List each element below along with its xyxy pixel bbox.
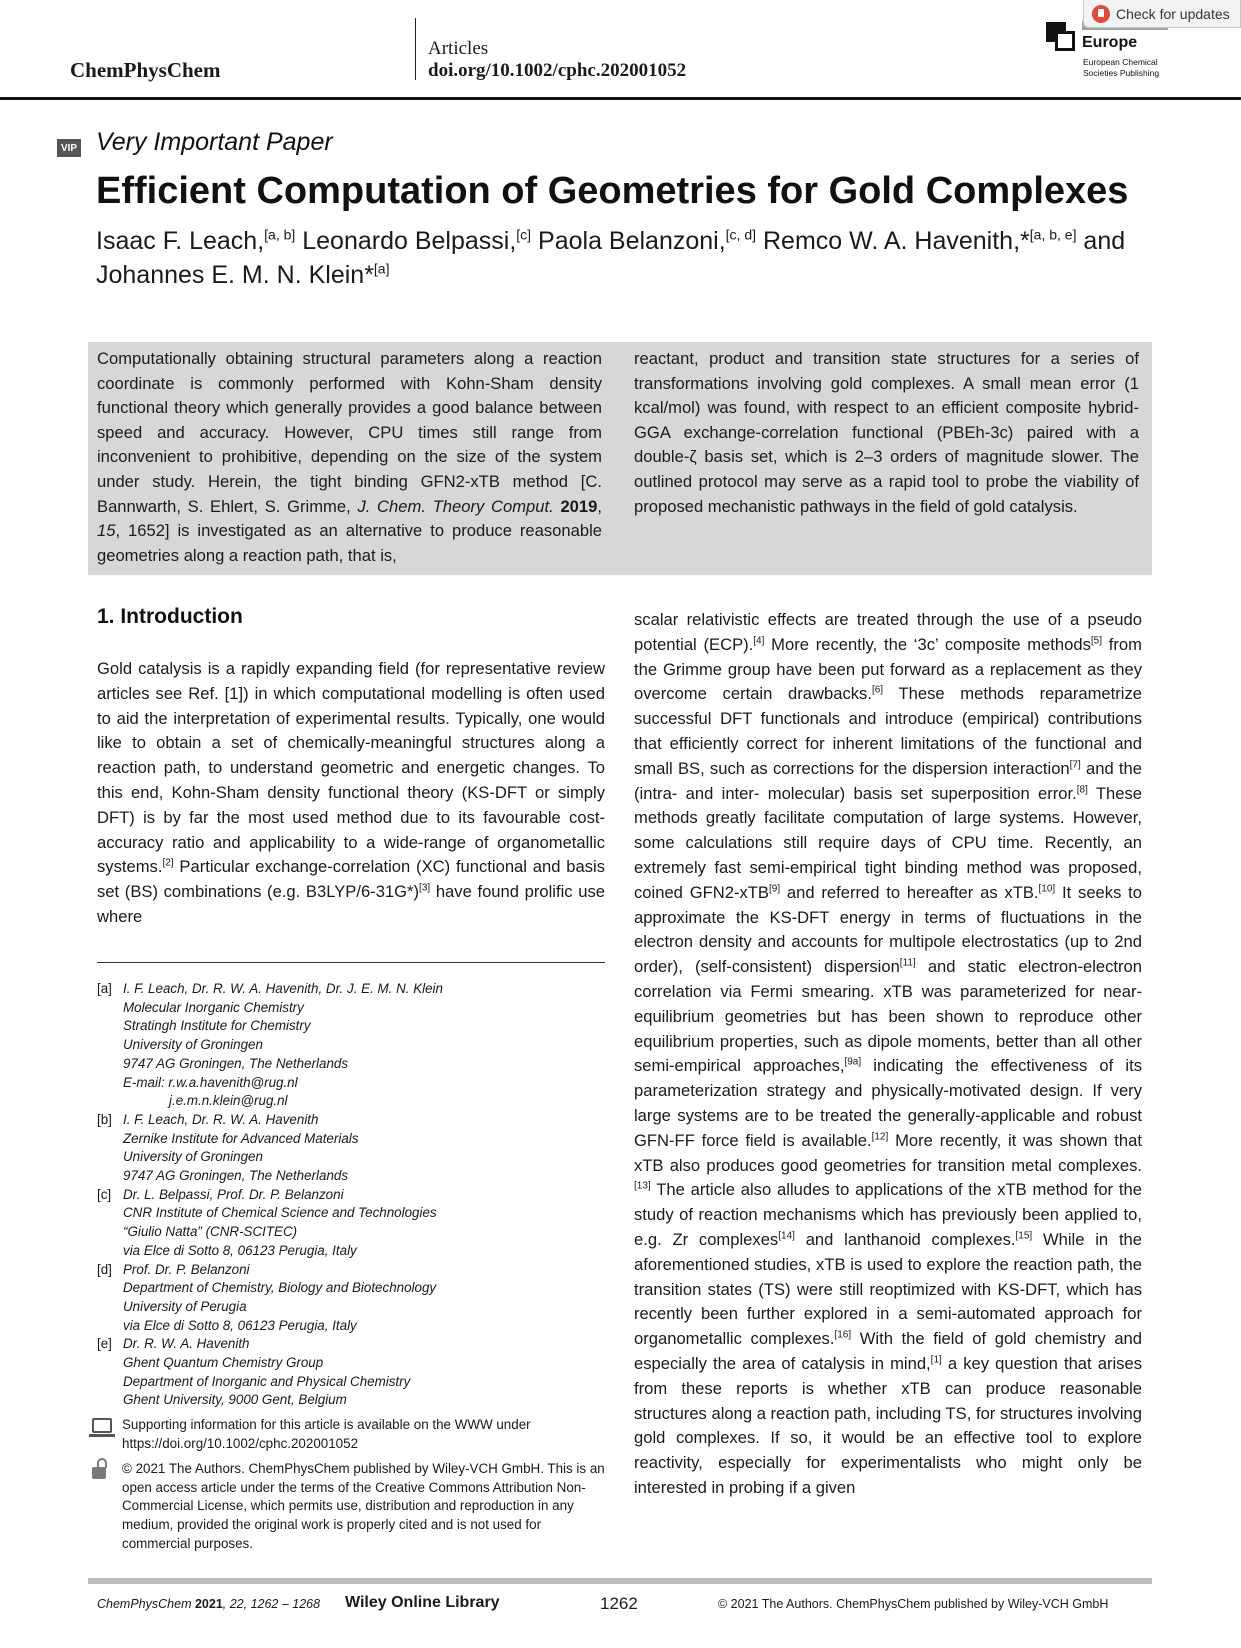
paragraph-text: scalar relativistic effects are treated through the use of a pseudo potential (ECP).	[634, 610, 1142, 654]
author-name: Remco W. A. Havenith,*	[762, 227, 1030, 255]
paragraph-text: and referred to hereafter as xTB.	[780, 882, 1039, 902]
affiliation-email[interactable]: j.e.m.n.klein@rug.nl	[169, 1093, 288, 1109]
affiliation-line: I. F. Leach, Dr. R. W. A. Havenith, Dr. J. E. M. N. Klein	[123, 981, 443, 996]
affiliation-line: via Elce di Sotto 8, 06123 Perugia, Italy	[123, 1242, 357, 1258]
paragraph-text: Particular exchange-correlation (XC) functional and basis set (BS) combinations (e.g. B3LYP/6-31G*)	[97, 857, 605, 902]
check-for-updates-button[interactable]	[1083, 0, 1241, 28]
author-and: and	[1083, 227, 1126, 255]
affiliation-line: Ghent University, 9000 Gent, Belgium	[123, 1392, 347, 1408]
check-for-updates-label: Check for updates	[1116, 5, 1230, 22]
paragraph-text: Gold catalysis is a rapidly expanding field (for representative review articles see Ref. [1]) in which computational modelling is often used to aid the interpretation of experimental results. Typically, one would like to obtain a set of chemically-meaningful structures along a reaction path, to understand geometric and energetic changes. To this end, Kohn-Sham density functional theory (KS-DFT or simply DFT) is by far the most used method due to its favourable cost-accuracy ratio and applicability to a wide-range of organometallic systems.	[97, 659, 605, 877]
supporting-info-text: Supporting information for this article is available on the WWW under https://doi.org/10.1002/cphc.202001052	[122, 1417, 531, 1451]
paragraph-text: and the (intra- and inter- molecular) basis set superposition error.	[634, 758, 1142, 803]
citation-ref[interactable]: [3]	[419, 882, 431, 894]
paragraph-text: a key question that arises from these reports is whether xTB can produce reasonable structures along a reaction path, including TS, for structures involving gold complexes. If so, it would be an effective tool to explore reactivity, especially for experimentalists who might only be interested in probing if a given	[634, 1353, 1142, 1497]
citation-ref[interactable]: [5]	[1090, 635, 1103, 647]
citation-ref[interactable]: [7]	[1069, 759, 1081, 771]
affiliation-list	[97, 980, 617, 1410]
affiliation-tag: [c]	[97, 1186, 112, 1202]
paragraph-text: It seeks to approximate the KS-DFT energy in terms of fluctuations in the electron density and accounts for multipole electrostatics (up to 2nd order), (self-consistent) dispersion	[634, 882, 1142, 977]
author-affiliation: [c, d]	[725, 226, 757, 243]
paragraph-text: indicating the effectiveness of its parameterization strategy and physically-motivated design. If very large systems are to be treated the generally-applicable and robust GFN-FF force field is available.	[634, 1056, 1142, 1150]
section-heading: 1. Introduction	[97, 605, 243, 628]
citation-ref[interactable]: [11]	[899, 957, 916, 969]
paragraph-text: and lanthanoid complexes.	[794, 1229, 1016, 1249]
paragraph-text: With the field of gold chemistry and especially the area of catalysis in mind,	[634, 1329, 1142, 1373]
paper-category: Very Important Paper	[96, 128, 333, 156]
affiliation-tag: [a]	[97, 981, 112, 996]
author-name: Isaac F. Leach,	[96, 227, 265, 255]
abstract-volume: 15	[97, 521, 116, 541]
citation-ref[interactable]: [9a]	[844, 1056, 862, 1068]
footer-citation	[97, 1597, 320, 1611]
intro-left-paragraph	[97, 657, 605, 930]
affiliation-line: 9747 AG Groningen, The Netherlands	[123, 1168, 349, 1184]
affiliation-line: University of Perugia	[123, 1298, 247, 1314]
citation-ref[interactable]: [1]	[930, 1354, 942, 1366]
abstract-year: 2019	[560, 496, 598, 516]
intro-right-paragraph	[634, 608, 1142, 1501]
author-list	[96, 224, 1236, 292]
open-access-lock-icon	[92, 1462, 108, 1478]
affiliation-tag: [d]	[97, 1261, 112, 1277]
affiliation-line: Dr. L. Belpassi, Prof. Dr. P. Belanzoni	[123, 1186, 344, 1202]
logo-sub-line-2: Societies Publishing	[1083, 68, 1160, 78]
header-rule	[0, 97, 1241, 100]
affiliation-line: “Giulio Natta” (CNR-SCITEC)	[123, 1224, 298, 1240]
author-name: Paola Belanzoni,	[538, 227, 726, 255]
author-affiliation: [a, b]	[264, 226, 296, 243]
affiliation-line: Prof. Dr. P. Belanzoni	[123, 1261, 250, 1277]
paper-title: Efficient Computation of Geometries for Gold Complexes	[96, 170, 1129, 212]
author-name: Leonardo Belpassi,	[302, 227, 517, 255]
citation-ref[interactable]: [6]	[871, 684, 884, 696]
author-affiliation: [a, b, e]	[1029, 226, 1077, 243]
affiliation-line: I. F. Leach, Dr. R. W. A. Havenith	[123, 1111, 319, 1127]
citation-ref[interactable]: [9]	[768, 883, 781, 895]
author-affiliation: [c]	[516, 226, 532, 243]
citation-ref[interactable]: [12]	[871, 1131, 889, 1143]
paragraph-text: and static electron-electron correlation via Fermi smearing. xTB was parameterized for near-equilibrium geometries but has been shown to reproduce other equilibrium properties, such as dipole moments, better than all other semi-empirical approaches,	[634, 957, 1142, 1076]
computer-icon	[92, 1418, 112, 1433]
affiliation-tag: [e]	[97, 1336, 112, 1352]
chemistry-europe-logo	[1046, 22, 1078, 52]
citation-ref[interactable]: [10]	[1038, 883, 1056, 895]
affiliation-line: University of Groningen	[123, 1149, 263, 1165]
abstract-text: Computationally obtaining structural parameters along a reaction coordinate is commonly performed with Kohn-Sham density functional theory which generally provides a good balance between speed and accuracy. However, CPU times still range from inconvenient to prohibitive, depending on the size of the system under study. Herein, the tight binding GFN2-xTB method [C. Bannwarth, S. Ehlert, S. Grimme,	[97, 349, 602, 516]
citation-ref[interactable]: [13]	[634, 1180, 651, 1192]
wiley-online-library-link[interactable]: Wiley Online Library	[345, 1594, 500, 1611]
citation-ref[interactable]: [14]	[778, 1230, 795, 1242]
footer-volume-pages: , 22, 1262 – 1268	[222, 1597, 321, 1611]
affiliation-entry	[97, 1261, 617, 1336]
citation-ref[interactable]: [8]	[1076, 784, 1088, 796]
affiliation-line: Department of Inorganic and Physical Chemistry	[123, 1373, 411, 1389]
page-number: 1262	[600, 1594, 638, 1613]
citation-ref[interactable]: [16]	[834, 1329, 852, 1341]
logo-subtitle	[1083, 57, 1159, 79]
journal-name: ChemPhysChem	[70, 58, 221, 82]
affiliation-line: University of Groningen	[123, 1037, 263, 1053]
paragraph-text: have found prolific use where	[97, 882, 605, 926]
affiliation-line: Dr. R. W. A. Havenith	[123, 1336, 250, 1352]
header-divider	[415, 18, 416, 80]
logo-name: Europe	[1082, 34, 1138, 51]
footer-copyright: © 2021 The Authors. ChemPhysChem published by Wiley-VCH GmbH	[718, 1597, 1109, 1611]
footnote-rule	[97, 962, 605, 963]
footer-rule	[88, 1578, 1152, 1584]
abstract-right: reactant, product and transition state structures for a series of transformations involving gold complexes. A small mean error (1 kcal/mol) was found, with respect to an efficient composite hybrid-GGA exchange-correlation functional (PBEh-3c) paired with a double-ζ basis set, which is 2–3 orders of magnitude slower. The outlined protocol may serve as a rapid tool to probe the viability of proposed mechanistic pathways in the field of gold catalysis.	[634, 349, 1139, 516]
logo-sub-line-1: European Chemical	[1083, 57, 1158, 67]
author-affiliation: [a]	[373, 260, 390, 277]
paragraph-text: While in the aforementioned studies, xTB is used to explore the reaction path, the transition states (TS) were still reoptimized with KS-DFT, which has recently been further explored in a semi-automated approach for organometallic complexes.	[634, 1229, 1143, 1349]
abstract-text: , 1652] is investigated as an alternative to produce reasonable geometries along a reaction path, that is,	[97, 521, 602, 565]
abstract-journal: J. Chem. Theory Comput.	[357, 496, 554, 516]
affiliation-line: E-mail: r.w.a.havenith@rug.nl	[123, 1074, 298, 1090]
paragraph-text: The article also alludes to applications of the xTB method for the study of reaction mechanisms which has previously been applied to, e.g. Zr complexes	[634, 1180, 1142, 1249]
footer-year: 2021	[194, 1597, 223, 1611]
paragraph-text: from the Grimme group have been put forward as a replacement as they overcome certain drawbacks.	[634, 634, 1142, 704]
doi-link[interactable]: doi.org/10.1002/cphc.202001052	[428, 60, 687, 81]
affiliation-line: CNR Institute of Chemical Science and Technologies	[123, 1205, 437, 1221]
author-name: Johannes E. M. N. Klein*	[96, 261, 374, 289]
affiliation-line: Molecular Inorganic Chemistry	[123, 999, 304, 1015]
footer-journal: ChemPhysChem	[97, 1597, 192, 1611]
affiliation-line: Zernike Institute for Advanced Materials	[123, 1130, 359, 1146]
citation-ref[interactable]: [2]	[162, 857, 174, 869]
open-access-text: © 2021 The Authors. ChemPhysChem published by Wiley-VCH GmbH. This is an open access article under the terms of the Creative Commons Attribution Non-Commercial License, which permits use, distribution and reproduction in any medium, provided the original work is properly cited and is not used for commercial purposes.	[122, 1461, 605, 1551]
article-type: Articles	[428, 38, 489, 59]
affiliation-tag: [b]	[97, 1111, 112, 1127]
bookmark-icon	[1092, 5, 1110, 23]
affiliation-entry	[97, 1186, 617, 1261]
affiliation-line: 9747 AG Groningen, The Netherlands	[123, 1055, 349, 1071]
affiliation-line: Department of Chemistry, Biology and Biotechnology	[123, 1280, 437, 1296]
affiliation-line: Stratingh Institute for Chemistry	[123, 1018, 311, 1034]
affiliation-entry	[97, 1111, 617, 1186]
affiliation-line: Ghent Quantum Chemistry Group	[123, 1355, 324, 1371]
paragraph-text: These methods greatly facilitate computation of large systems. However, some calculations still require days of CPU time. Recently, an extremely fast semi-empirical tight binding method was proposed, coined GFN2-xTB	[634, 783, 1142, 902]
paragraph-text: More recently, the ‘3c’ composite methods	[764, 634, 1091, 654]
vip-icon: VIP	[57, 139, 81, 157]
affiliation-entry	[97, 1335, 617, 1410]
paragraph-text: These methods reparametrize successful DFT functionals and introduce (empirical) contributions that efficiently correct for inherent limitations of the functional and small BS, such as corrections for the dispersion interaction	[634, 684, 1142, 778]
paragraph-text: More recently, it was shown that xTB also produces good geometries for transition metal complexes.	[634, 1130, 1142, 1175]
citation-ref[interactable]: [4]	[753, 635, 765, 647]
abstract-left: Computationally obtaining structural parameters along a reaction coordinate is commonly performed with Kohn-Sham density functional theory which generally provides a good balance between speed and accuracy. However, CPU times still range from inconvenient to prohibitive, depending on the size of the system under study. Herein, the tight binding GFN2-xTB method [C. Bannwarth, S. Ehlert, S. Grimme, J. Chem. Theory Comput. 2019, 15, 1652] is investigated as an alternative to produce reasonable geometries along a reaction path, that is,	[97, 349, 602, 565]
citation-ref[interactable]: [15]	[1015, 1230, 1033, 1242]
affiliation-line: via Elce di Sotto 8, 06123 Perugia, Italy	[123, 1317, 357, 1333]
affiliation-entry	[97, 980, 617, 1111]
